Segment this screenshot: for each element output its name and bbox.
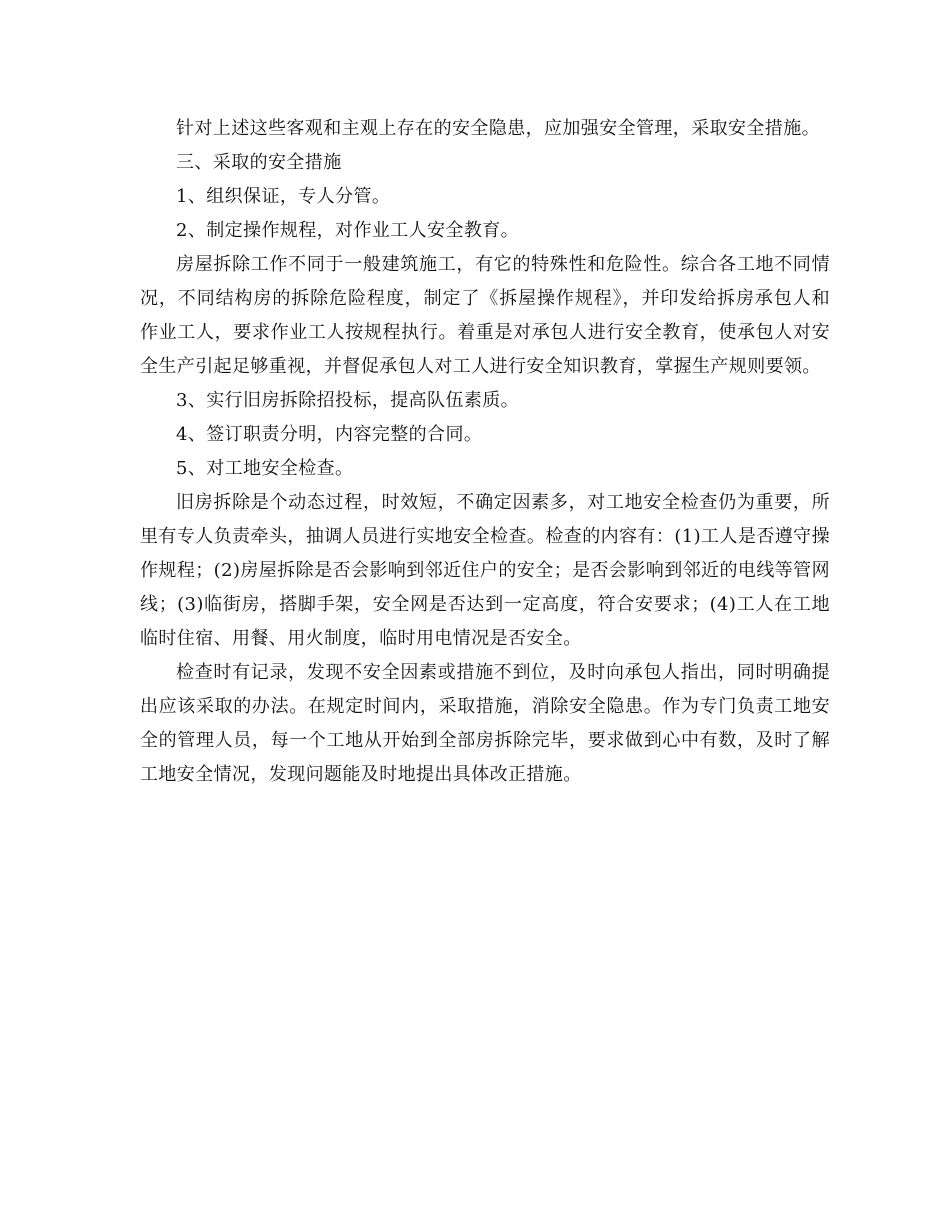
list-item-2: 2、制定操作规程，对作业工人安全教育。 bbox=[176, 220, 520, 241]
list-item-5: 5、对工地安全检查。 bbox=[176, 458, 354, 479]
list-item-4: 4、签订职责分明，内容完整的合同。 bbox=[176, 424, 483, 445]
paragraph-site-inspection: 旧房拆除是个动态过程，时效短，不确定因素多，对工地安全检查仍为重要，所里有专人负责牵头，抽调人员进行实地安全检查。检查的内容有：(1)工人是否遵守操作规程；(2)房屋拆除是否会影响到邻近住户的安全；是否会影响到邻近的电线等管网线；(3)临街房，搭脚手架，安全网是否达到一定高度，符合安要求；(4)工人在工地临时住宿、用餐、用火制度，临时用电情况是否安全。 bbox=[140, 492, 830, 649]
list-item-3: 3、实行旧房拆除招投标，提高队伍素质。 bbox=[176, 390, 520, 411]
section-heading-safety-measures: 三、采取的安全措施 bbox=[176, 152, 342, 173]
paragraph-demolition-rules: 房屋拆除工作不同于一般建筑施工，有它的特殊性和危险性。综合各工地不同情况，不同结构房的拆除危险程度，制定了《拆屋操作规程》，并印发给拆房承包人和作业工人，要求作业工人按规程执行。着重是对承包人进行安全教育，使承包人对安全生产引起足够重视，并督促承包人对工人进行安全知识教育，掌握生产规则要领。 bbox=[140, 254, 830, 377]
paragraph-intro: 针对上述这些客观和主观上存在的安全隐患，应加强安全管理，采取安全措施。 bbox=[176, 118, 820, 139]
list-item-1: 1、组织保证，专人分管。 bbox=[176, 186, 391, 207]
paragraph-inspection-records: 检查时有记录，发现不安全因素或措施不到位，及时向承包人指出，同时明确提出应该采取的办法。在规定时间内，采取措施，消除安全隐患。作为专门负责工地安全的管理人员，每一个工地从开始到全部房拆除完毕，要求做到心中有数，及时了解工地安全情况，发现问题能及时地提出具体改正措施。 bbox=[140, 662, 830, 785]
